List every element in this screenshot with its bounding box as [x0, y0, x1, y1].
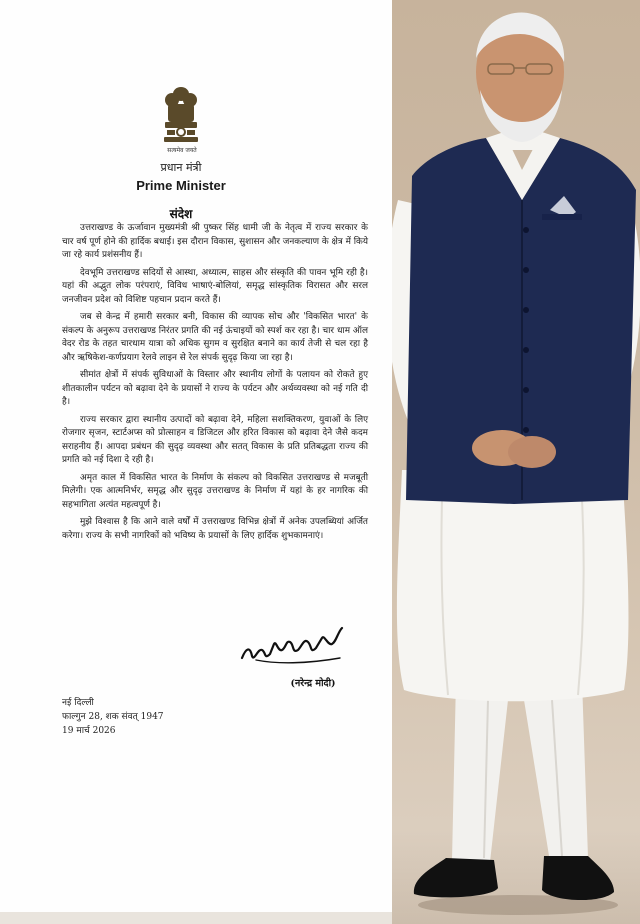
- national-emblem-icon: [158, 84, 204, 148]
- signatory-name: (नरेन्द्र मोदी): [290, 678, 336, 689]
- emblem-motto: सत्यमेव जयते: [167, 147, 197, 154]
- paragraph: जब से केन्द्र में हमारी सरकार बनी, विकास की व्यापक सोच और 'विकसित भारत' के संकल्प के अनुरूप उत्तराखण्ड निरंतर प्रगति की नई ऊंचाइयों को स्पर्श कर रहा है। चार धाम ऑल वेदर रोड के तहत चारधाम यात्रा को अधिक सुगम व सुरक्षित बनाने का कार्य तेजी से चल रहा है और ऋषिकेश-कर्णप्रयाग रेलवे लाइन से रेल संपर्क सुदृढ़ किया जा रहा है।: [62, 312, 368, 363]
- date-hindi: फाल्गुन 28, शक संवत् 1947: [62, 712, 164, 722]
- paragraph: अमृत काल में विकसित भारत के निर्माण के संकल्प को विकसित उत्तराखण्ड से मजबूती मिलेगी। एक आत्मनिर्भर, समृद्ध और सुदृढ़ उत्तराखण्ड के निर्माण में यहां के हर नागरिक की सहभागिता अत्यंत महत्वपूर्ण है।: [62, 472, 368, 510]
- bottom-strip: [0, 912, 392, 924]
- letter-heading: संदेश: [169, 207, 193, 221]
- place: नई दिल्ली: [62, 698, 94, 708]
- place-and-date: [62, 696, 164, 738]
- title-english: Prime Minister: [136, 178, 226, 193]
- standing-figure-image: [392, 0, 640, 924]
- signature-image: [236, 618, 356, 670]
- paragraph: राज्य सरकार द्वारा स्थानीय उत्पादों को बढ़ावा देने, महिला सशक्तिकरण, युवाओं के लिए रोजगार सृजन, स्टार्टअप्स को प्रोत्साहन व डिजिटल और हरित विकास को बढ़ावा देने जैसे कदम सराहनीय हैं। आपदा प्रबंधन की सुदृढ़ व्यवस्था और सतत् विकास के प्रति प्रतिबद्धता राज्य की प्रगति को नई दिशा दे रही है।: [62, 414, 368, 465]
- paragraph: सीमांत क्षेत्रों में संपर्क सुविधाओं के विस्तार और स्थानीय लोगों के पलायन को रोकते हुए शीतकालीन पर्यटन को बढ़ावा देने के प्रयासों ने राज्य के पर्यटन और अर्थव्यवस्था को नई गति दी है।: [62, 370, 368, 407]
- paragraph: उत्तराखण्ड के ऊर्जावान मुख्यमंत्री श्री पुष्कर सिंह धामी जी के नेतृत्व में राज्य सरकार के चार वर्ष पूर्ण होने की हार्दिक बधाई। इस दौरान विकास, सुशासन और जनकल्याण के क्षेत्र में किये जा रहे कार्य प्रशंसनीय हैं।: [62, 223, 368, 260]
- paragraph: मुझे विश्वास है कि आने वाले वर्षों में उत्तराखण्ड विभिन्न क्षेत्रों में अनेक उपलब्धियां अर्जित करेगा। राज्य के सभी नागरिकों को भविष्य के प्रयासों के लिए हार्दिक शुभकामनाएं।: [62, 517, 368, 541]
- date-english: 19 मार्च 2026: [62, 726, 116, 736]
- paragraph: देवभूमि उत्तराखण्ड सदियों से आस्था, अध्यात्म, साहस और संस्कृति की पावन भूमि रही है। यहां की अद्भुत लोक परंपराएं, विविध भाषाएं-बोलियां, समृद्ध सांस्कृतिक विरासत और सरल जनजीवन प्रदेश को विशिष्ट पहचान प्रदान करते हैं।: [62, 267, 368, 305]
- letter-body: [62, 222, 368, 547]
- title-hindi: प्रधान मंत्री: [160, 161, 202, 174]
